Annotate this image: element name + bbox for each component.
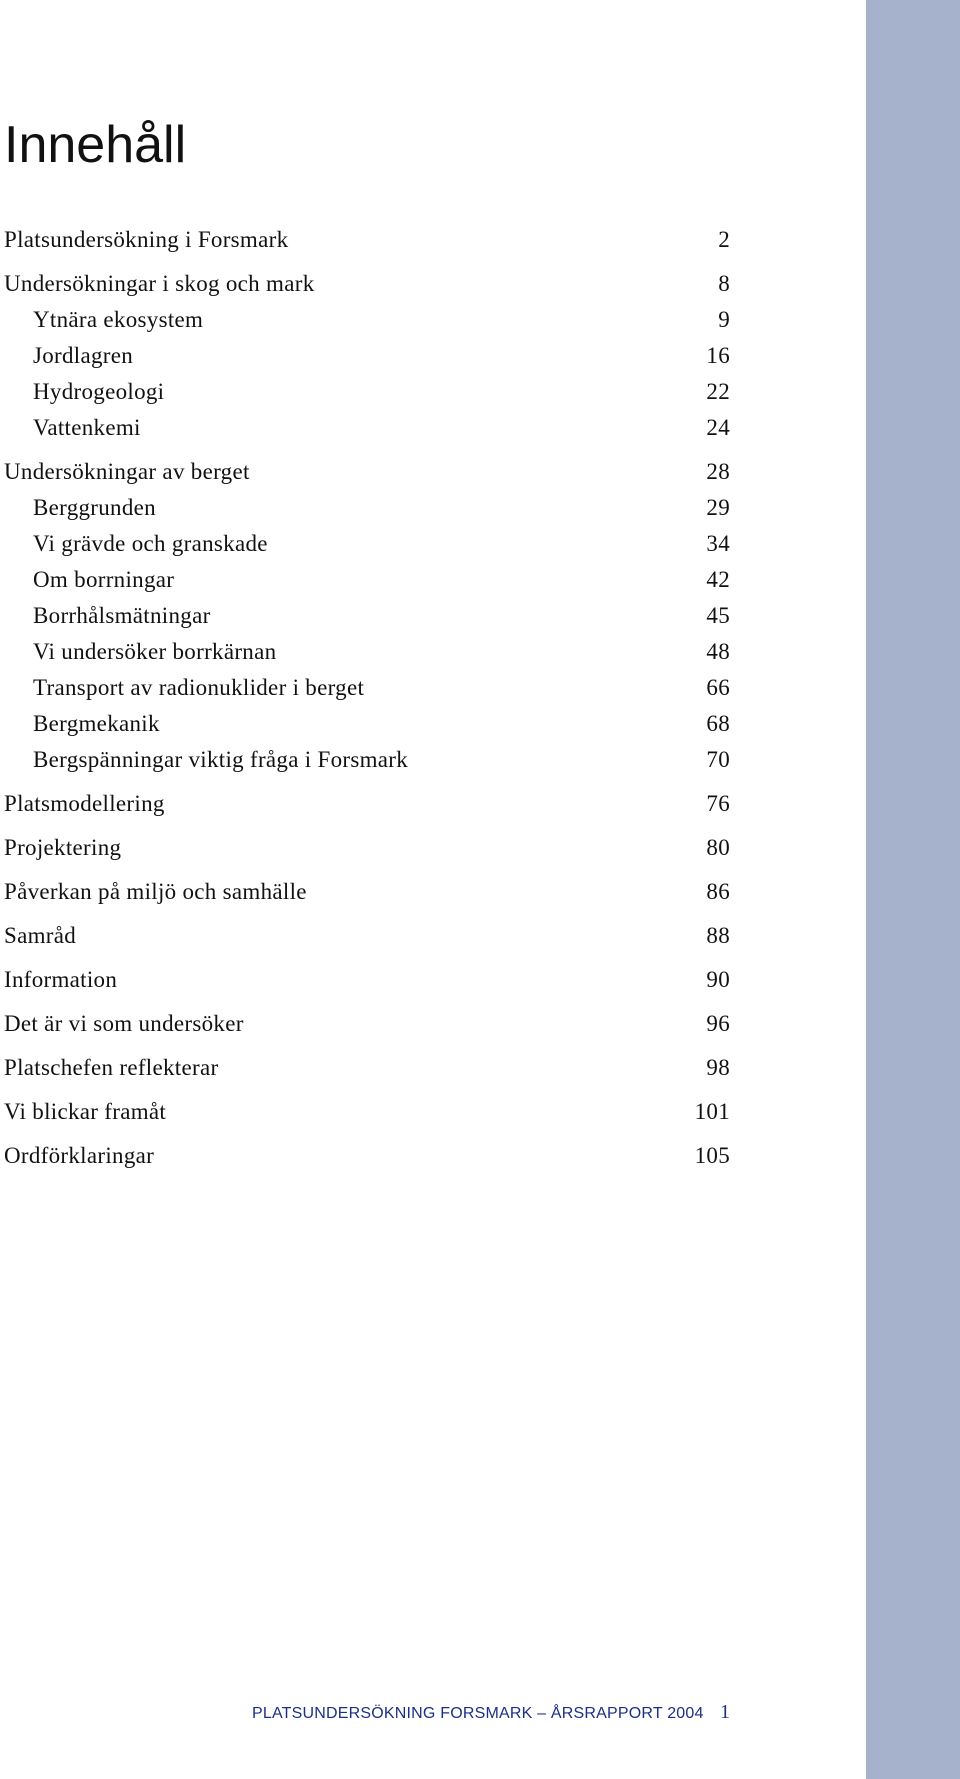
toc-entry [4,834,730,862]
toc-entry-title: Påverkan på miljö och samhälle [4,879,307,904]
toc-entry-page-number: 9 [718,307,730,332]
toc-entry-title: Vattenkemi [33,415,141,440]
toc-entry [4,1010,730,1038]
toc-entry-title: Bergmekanik [33,711,160,736]
toc-subentry [4,638,730,666]
toc-subentry [4,342,730,370]
toc-entry-title: Vi grävde och granskade [33,531,268,556]
toc-entry-title: Hydrogeologi [33,379,165,404]
toc-entry-title: Bergspänningar viktig fråga i Forsmark [33,747,409,772]
toc-subentry [4,414,730,442]
toc-entry-page-number: 101 [694,1099,730,1124]
toc-entry-title: Vi undersöker borrkärnan [33,639,277,664]
toc-entry [4,458,730,486]
toc-entry-title: Platsmodellering [4,791,165,816]
toc-entry-page-number: 70 [706,747,730,772]
toc-entry-page-number: 105 [694,1143,730,1168]
toc-entry-title: Undersökningar av berget [4,459,250,484]
toc-entry-page-number: 86 [706,879,730,904]
toc-entry-page-number: 28 [706,459,730,484]
toc-entry-page-number: 29 [706,495,730,520]
toc-entry-title: Ytnära ekosystem [33,307,204,332]
toc-entry-title: Platsundersökning i Forsmark [4,227,289,252]
toc-entry [4,966,730,994]
page-footer [252,1701,730,1724]
toc-subentry [4,746,730,774]
toc-subentry [4,530,730,558]
toc-entry-title: Det är vi som undersöker [4,1011,244,1036]
toc-entry-page-number: 98 [706,1055,730,1080]
toc-entry-page-number: 22 [706,379,730,404]
toc-entry-page-number: 80 [706,835,730,860]
toc-entry-title: Transport av radionuklider i berget [33,675,365,700]
toc-entry [4,922,730,950]
toc-entry-title: Om borrningar [33,567,175,592]
toc-entry [4,790,730,818]
side-color-band [866,0,960,1779]
toc-entry-page-number: 24 [706,415,730,440]
toc-entry-page-number: 34 [706,531,730,556]
toc-subentry [4,710,730,738]
toc-entry-title: Information [4,967,118,992]
toc-entry-title: Jordlagren [33,343,134,368]
page-title: Innehåll [4,116,187,174]
toc-entry-page-number: 42 [706,567,730,592]
toc-entry-page-number: 90 [706,967,730,992]
toc-entry-page-number: 8 [718,271,730,296]
toc-entry [4,1142,730,1170]
footer-running-title: PLATSUNDERSÖKNING FORSMARK – ÅRSRAPPORT 2004 [252,1705,704,1722]
toc-entry-page-number: 48 [706,639,730,664]
toc-entry-page-number: 96 [706,1011,730,1036]
toc-subentry [4,306,730,334]
toc-entry-title: Platschefen reflekterar [4,1055,219,1080]
toc-entry [4,1054,730,1082]
toc-entry-title: Samråd [4,923,77,948]
toc-entry [4,1098,730,1126]
toc-subentry [4,494,730,522]
toc-entry-title: Undersökningar i skog och mark [4,271,315,296]
toc-entry-page-number: 2 [718,227,730,252]
toc-entry [4,270,730,298]
toc-entry-page-number: 68 [706,711,730,736]
toc-entry [4,878,730,906]
toc-entry-page-number: 45 [706,603,730,628]
toc-subentry [4,378,730,406]
toc-subentry [4,602,730,630]
toc-entry-title: Borrhålsmätningar [33,603,211,628]
toc-subentry [4,674,730,702]
toc-entry-page-number: 66 [706,675,730,700]
toc-entry-title: Vi blickar framåt [4,1099,167,1124]
toc-entry [4,226,730,254]
table-of-contents [4,226,730,1170]
footer-page-number: 1 [720,1701,730,1723]
toc-subentry [4,566,730,594]
toc-entry-page-number: 88 [706,923,730,948]
toc-entry-title: Berggrunden [33,495,156,520]
toc-entry-title: Projektering [4,835,122,860]
toc-entry-page-number: 16 [706,343,730,368]
toc-entry-title: Ordförklaringar [4,1143,155,1168]
toc-entry-page-number: 76 [706,791,730,816]
